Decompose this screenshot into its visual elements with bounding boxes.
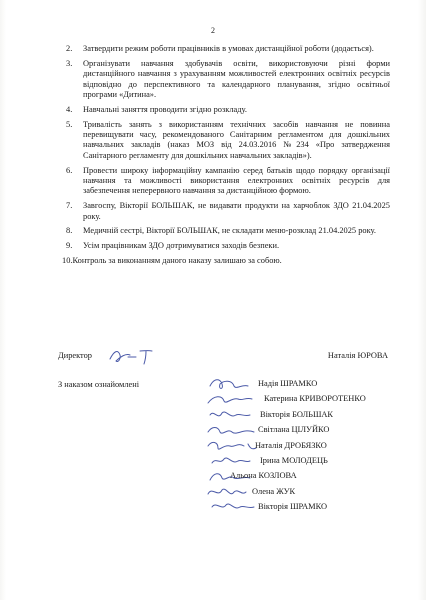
item-number: 10.	[62, 256, 73, 266]
item-number: 7.	[66, 201, 73, 211]
list-item	[62, 241, 390, 251]
staff-name: Наталія ДРОБЯЗКО	[255, 440, 327, 450]
item-text: Провести широку інформаційну кампанію серед батьків щодо порядку організації навчання та можливості використання електронних освітніх ресурсів для забезпечення неперервного навчання за дистанційною формою.	[83, 165, 390, 196]
director-signature	[106, 345, 166, 367]
staff-name: Альона КОЗЛОВА	[230, 471, 297, 481]
list-item	[62, 105, 390, 115]
staff-name: Катерина КРИВОРОТЕНКО	[264, 394, 366, 404]
staff-name: Надія ШРАМКО	[258, 379, 318, 388]
staff-name: Вікторія БОЛЬШАК	[260, 409, 334, 419]
staff-name: Світлана ЦІЛУЙКО	[258, 425, 330, 435]
staff-name: Вікторія ШРАМКО	[258, 502, 328, 512]
item-text: Контроль за виконанням даного наказу залишаю за собою.	[72, 256, 282, 266]
list-item	[62, 201, 390, 222]
page-number: 2	[211, 26, 215, 35]
item-text: Навчальні заняття проводити згідно розкладу.	[83, 104, 247, 114]
item-number: 5.	[66, 119, 73, 129]
item-number: 9.	[66, 241, 73, 251]
list-item	[62, 44, 390, 54]
item-number: 6.	[66, 165, 73, 175]
director-label: Директор	[58, 351, 92, 360]
item-number: 2.	[66, 44, 73, 53]
acknowledged-label: З наказом ознайомлені	[58, 380, 140, 389]
director-signature-row	[58, 351, 388, 365]
staff-signature-list	[200, 377, 400, 516]
item-text: Тривалість занять з використанням технічних засобів навчання не повинна перевищувати часу, рекомендованого Санітарним регламентом для дошкільних навчальних закладів (наказ МОЗ від 24.03.2016 №234 «Про затвердження Санітарного регламенту для дошкільних навчальних закладів»).	[83, 119, 390, 160]
staff-row	[200, 500, 400, 515]
staff-signature	[204, 497, 260, 517]
director-name: Наталія ЮРОВА	[327, 351, 388, 360]
list-item	[62, 166, 390, 197]
item-text: Медичній сестрі, Вікторії БОЛЬШАК, не складати меню-розклад 21.04.2025 року.	[83, 226, 376, 236]
item-text: Організувати навчання здобувачів освіти, використовуючи різні форми дистанційного навчання з урахуванням можливостей електронних освітніх ресурсів відповідно до перспективного та календарного планування, згідно освітньої програми «Дитина».	[83, 58, 390, 100]
list-item	[62, 120, 390, 162]
list-item	[62, 59, 390, 101]
item-number: 3.	[66, 58, 73, 68]
item-text: Затвердити режим роботи працівників в умовах дистанційної роботи (додається).	[83, 44, 374, 53]
item-text: Завгоспу, Вікторії БОЛЬШАК, не видавати продукти на харчоблок ЗДО 21.04.2025 року.	[83, 201, 390, 221]
item-number: 8.	[66, 226, 73, 236]
staff-name: Олена ЖУК	[252, 486, 296, 496]
staff-name: Ірина МОЛОДЕЦЬ	[260, 455, 328, 465]
list-item	[62, 226, 390, 236]
list-item	[62, 256, 390, 266]
item-number: 4.	[66, 104, 73, 114]
item-text: Усім працівникам ЗДО дотримуватися заходів безпеки.	[83, 241, 280, 251]
order-items-list	[62, 44, 390, 271]
